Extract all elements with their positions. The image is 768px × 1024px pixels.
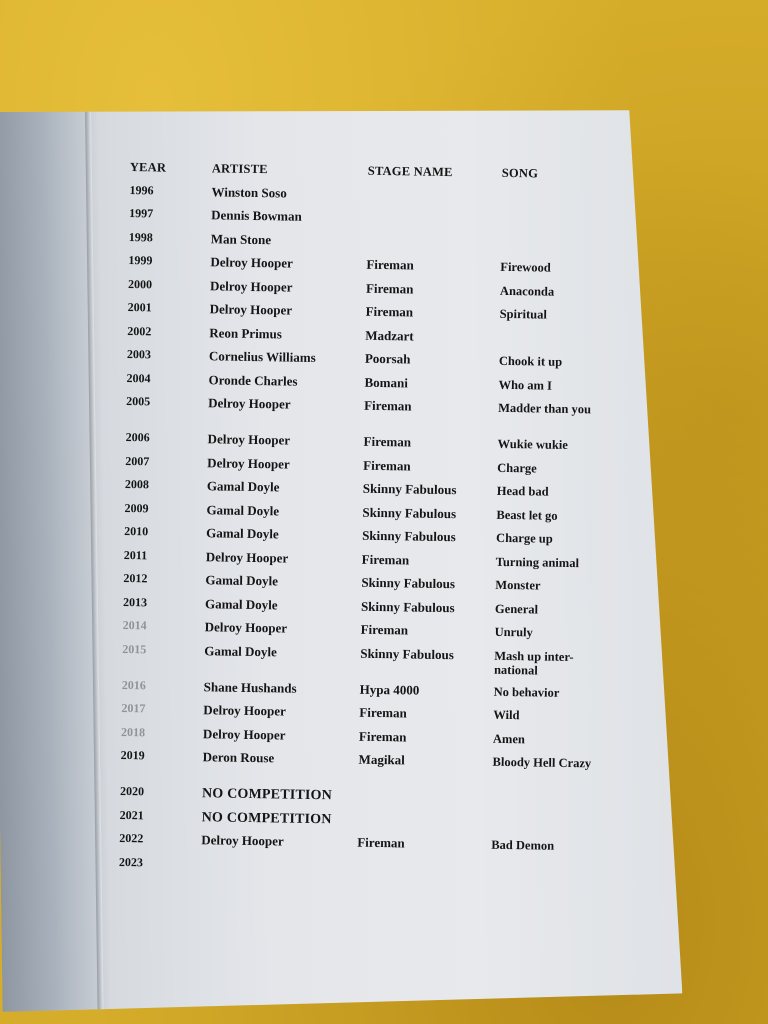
stage-name-cell: Fireman: [366, 256, 414, 273]
year-cell: 1996: [129, 182, 154, 197]
stage-name-cell: Hypa 4000: [359, 681, 420, 698]
year-cell: 2012: [123, 570, 148, 586]
stage-name-cell: Poorsah: [364, 350, 411, 367]
song-cell: Firewood: [500, 259, 551, 275]
year-cell: 1998: [128, 229, 153, 244]
artist-cell: Delroy Hooper: [210, 254, 293, 271]
year-cell: 2019: [120, 747, 145, 763]
artist-cell: NO COMPETITION: [201, 809, 332, 827]
stage-name-cell: Fireman: [361, 551, 410, 567]
stage-name-cell: Fireman: [360, 621, 409, 638]
artist-cell: Delroy Hooper: [203, 702, 286, 719]
header-song: SONG: [501, 165, 539, 181]
year-cell: 2009: [124, 500, 149, 515]
year-cell: 2021: [119, 807, 144, 822]
artist-cell: Cornelius Williams: [208, 348, 316, 365]
paper-fold: [85, 111, 104, 1011]
year-cell: 2016: [121, 677, 146, 692]
song-cell: Chook it up: [498, 353, 563, 369]
song-cell: Charge up: [496, 530, 553, 546]
year-cell: 2011: [123, 547, 148, 562]
year-cell: 2002: [127, 323, 152, 338]
artist-cell: NO COMPETITION: [201, 786, 333, 804]
stage-name-cell: Fireman: [358, 728, 407, 744]
song-cell: Spiritual: [499, 306, 547, 322]
stage-name-cell: Fireman: [363, 433, 412, 450]
year-cell: 2005: [126, 394, 151, 409]
artist-cell: Gamal Doyle: [204, 642, 277, 659]
year-cell: 2001: [127, 300, 152, 315]
artist-cell: Delroy Hooper: [208, 395, 291, 412]
artist-cell: Delroy Hooper: [204, 619, 288, 636]
artist-cell: Delroy Hooper: [207, 431, 291, 448]
song-cell: Charge: [497, 460, 537, 475]
year-cell: 2018: [120, 724, 146, 739]
year-cell: 1999: [128, 253, 153, 268]
table-body: [117, 183, 628, 886]
artist-cell: Shane Hushands: [203, 678, 297, 696]
artist-cell: Delroy Hooper: [209, 301, 293, 318]
stage-name-cell: Skinny Fabulous: [361, 574, 456, 592]
song-cell: Head bad: [496, 483, 549, 499]
artist-cell: Dennis Bowman: [211, 207, 302, 224]
artist-cell: Gamal Doyle: [204, 595, 278, 612]
year-cell: 2022: [119, 830, 144, 846]
song-cell: Mash up inter-national: [493, 648, 574, 678]
artist-cell: Winston Soso: [211, 183, 287, 200]
stage-name-cell: Fireman: [357, 834, 405, 851]
song-cell: Anaconda: [499, 283, 555, 299]
stage-name-cell: Skinny Fabulous: [362, 480, 457, 498]
song-cell: Unruly: [494, 624, 533, 640]
year-cell: 2017: [121, 700, 146, 716]
song-cell: Bloody Hell Crazy: [492, 754, 592, 771]
song-cell: Monster: [495, 577, 541, 593]
year-cell: 2020: [119, 783, 145, 799]
year-cell: 2013: [122, 594, 148, 609]
artist-cell: Deron Rouse: [202, 749, 275, 766]
stage-name-cell: Fireman: [359, 704, 407, 721]
song-cell: Who am I: [498, 377, 553, 393]
year-cell: 2008: [124, 476, 150, 492]
stage-name-cell: Magikal: [358, 751, 405, 768]
song-cell: Turning animal: [495, 554, 580, 570]
year-cell: 2007: [125, 453, 150, 468]
song-cell: Bad Demon: [491, 837, 555, 853]
artist-cell: Delroy Hooper: [201, 832, 284, 849]
stage-name-cell: Fireman: [365, 280, 414, 296]
year-cell: 2023: [118, 854, 144, 869]
song-cell: No behavior: [493, 684, 560, 700]
year-cell: 2000: [127, 276, 153, 291]
stage-name-cell: Skinny Fabulous: [360, 598, 455, 615]
stage-name-cell: Skinny Fabulous: [360, 645, 454, 662]
stage-name-cell: Skinny Fabulous: [362, 527, 456, 545]
artist-cell: Delroy Hooper: [205, 548, 289, 566]
header-stage-name: STAGE NAME: [367, 163, 453, 180]
artist-cell: Oronde Charles: [208, 371, 298, 389]
stage-name-cell: Fireman: [364, 397, 412, 414]
song-cell: Amen: [492, 731, 526, 746]
header-year: YEAR: [129, 160, 167, 175]
song-cell: Beast let go: [496, 507, 558, 523]
artist-cell: Delroy Hooper: [207, 454, 290, 472]
stage-name-cell: Skinny Fabulous: [362, 504, 457, 521]
year-cell: 2003: [126, 347, 152, 362]
song-cell: General: [494, 601, 539, 616]
artist-cell: Delroy Hooper: [209, 277, 293, 295]
artist-cell: Gamal Doyle: [206, 478, 280, 495]
stage-name-cell: Fireman: [363, 457, 411, 473]
year-cell: 2006: [125, 429, 150, 445]
song-cell: Wild: [493, 707, 520, 723]
winners-table: [117, 160, 628, 887]
year-cell: 2014: [122, 617, 147, 633]
year-cell: 1997: [129, 206, 154, 221]
artist-cell: Gamal Doyle: [206, 525, 279, 542]
year-cell: 2015: [122, 641, 147, 656]
stage-name-cell: Fireman: [365, 303, 414, 320]
artist-cell: Man Stone: [210, 230, 272, 247]
stage-name-cell: Madzart: [365, 327, 414, 344]
song-cell: Wukie wukie: [497, 436, 568, 452]
artist-cell: Gamal Doyle: [206, 501, 280, 518]
stage-name-cell: Bomani: [364, 374, 409, 390]
header-artist: ARTISTE: [211, 161, 268, 177]
artist-cell: Reon Primus: [209, 324, 283, 341]
artist-cell: Gamal Doyle: [205, 572, 279, 589]
artist-cell: Delroy Hooper: [202, 725, 286, 743]
year-cell: 2004: [126, 370, 151, 385]
song-cell: Madder than you: [498, 400, 592, 417]
year-cell: 2010: [124, 523, 149, 539]
